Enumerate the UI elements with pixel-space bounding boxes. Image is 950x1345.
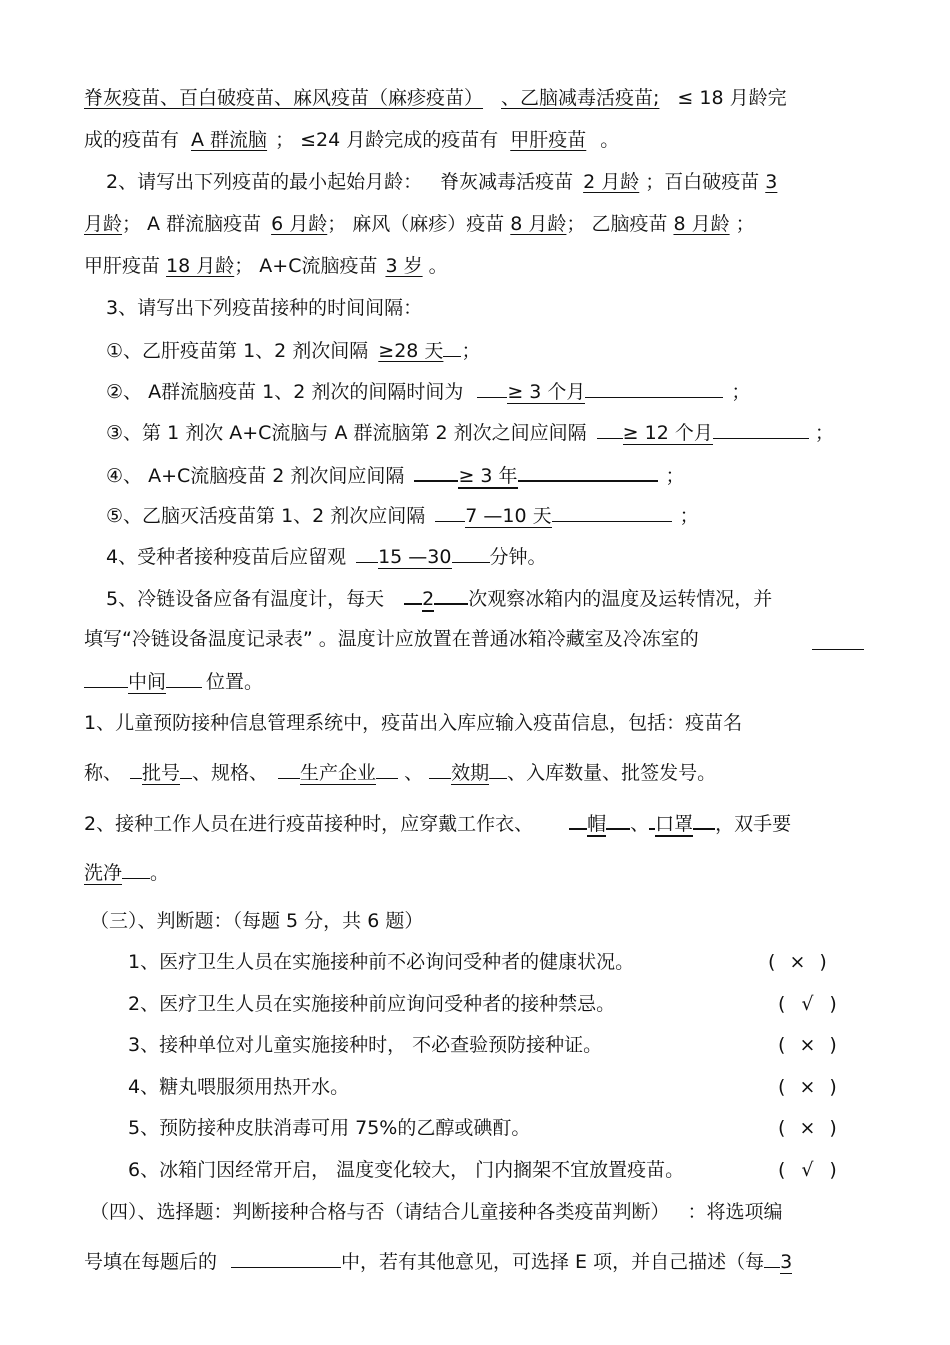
text: 、 [630, 813, 650, 835]
judgment-question: 4、糖丸喂服须用热开水。 [128, 1076, 350, 1098]
underlined-answer: ≥ 3 个月 [507, 381, 586, 403]
blank-line [231, 1247, 341, 1268]
text-line [84, 1247, 864, 1276]
text: 2、请写出下列疫苗的最小起始月龄： [106, 171, 423, 193]
text: 。 [150, 862, 170, 884]
text: （四）、选择题：判断接种合格与否（请结合儿童接种各类疫苗判断） [90, 1201, 670, 1223]
text: ； [731, 381, 751, 403]
underlined-answer: 口罩 [655, 813, 694, 835]
text: ； 乙脑疫苗 [566, 213, 668, 235]
text: 5、冷链设备应备有温度计，每天 [106, 588, 385, 610]
judgment-answer: ( × ) [768, 951, 827, 973]
text: 分钟。 [489, 546, 547, 568]
underlined-answer: 18 月龄 [166, 255, 235, 277]
text-line [84, 667, 864, 696]
text-line [84, 252, 864, 280]
underlined-answer: 7 —10 天 [465, 505, 552, 527]
underlined-answer: 帽 [587, 813, 607, 835]
text: ； A+C流脑疫苗 [234, 255, 378, 277]
text-line [106, 336, 864, 365]
underlined-answer: A 群流脑 [191, 129, 268, 151]
text: 甲肝疫苗 [84, 255, 161, 277]
text: 次观察冰箱内的温度及运转情况，并 [468, 588, 773, 610]
text-line [84, 758, 864, 787]
text-line [106, 418, 864, 447]
underlined-answer: 15 —30 [378, 546, 452, 568]
underlined-answer: 6 月龄 [271, 213, 328, 235]
underlined-answer: 中间 [128, 671, 167, 693]
underlined-answer: 2 [422, 588, 435, 610]
text: ； [679, 505, 699, 527]
text: ； [665, 465, 685, 487]
underlined-answer: ≥28 天 [378, 340, 444, 362]
text-line [106, 168, 864, 196]
text: 位置。 [206, 671, 264, 693]
text: ； A 群流脑疫苗 [122, 213, 262, 235]
underlined-answer: 洗净 [84, 862, 123, 884]
underlined-answer: 3 [765, 171, 778, 193]
judgment-question: 6、冰箱门因经常开启， 温度变化较大， 门内搁架不宜放置疫苗。 [128, 1159, 685, 1181]
text: ③、第 1 剂次 A+C流脑与 A 群流脑第 2 剂次之间应间隔 [106, 422, 587, 444]
underlined-answer: ≥ 3 年 [458, 465, 518, 487]
judgment-answer: ( × ) [778, 1117, 837, 1139]
underlined-answer: 、乙脑减毒活疫苗; [501, 87, 660, 109]
text: ：将选项编 [687, 1201, 783, 1223]
judgment-question: 5、预防接种皮肤消毒可用 75%的乙醇或碘酊。 [128, 1117, 531, 1139]
text: ⑤、乙脑灭活疫苗第 1、2 剂次应间隔 [106, 505, 426, 527]
text: ①、乙肝疫苗第 1、2 剂次间隔 [106, 340, 369, 362]
underlined-answer: 8 月龄 [510, 213, 567, 235]
text: ②、 A群流脑疫苗 1、2 剂次的间隔时间为 [106, 381, 464, 403]
text-line [106, 460, 864, 490]
judgment-answer: ( × ) [778, 1034, 837, 1056]
text-line [106, 542, 864, 571]
underlined-answer: 生产企业 [300, 762, 377, 784]
text-line [106, 583, 864, 613]
text: 填写“冷链设备温度记录表” 。温度计应放置在普通冰箱冷藏室及冷冻室的 [84, 628, 699, 650]
text: ； 麻风（麻疹）疫苗 [327, 213, 505, 235]
text-line [84, 709, 864, 737]
text: 4、受种者接种疫苗后应留观 [106, 546, 347, 568]
text: ；百白破疫苗 [645, 171, 760, 193]
judgment-answer: ( √ ) [778, 1159, 837, 1181]
text-line [84, 126, 864, 154]
text-line [106, 501, 864, 530]
judgment-answer: ( × ) [778, 1076, 837, 1098]
judgment-question: 2、医疗卫生人员在实施接种前应询问受种者的接种禁忌。 [128, 993, 616, 1015]
text-line [84, 808, 864, 838]
blank-line [812, 629, 864, 650]
underlined-answer: 脊灰疫苗、百白破疫苗、麻风疫苗（麻疹疫苗） [84, 87, 484, 109]
underlined-answer: 甲肝疫苗 [510, 129, 587, 151]
text: ≤ 18 月龄完 [677, 87, 787, 109]
underlined-answer: 批号 [142, 762, 181, 784]
text: 中，若有其他意见，可选择 E 项，并自己描述（每 [341, 1251, 765, 1273]
judgment-answer: ( √ ) [778, 993, 837, 1015]
text-line [84, 858, 864, 887]
section-heading [90, 1198, 864, 1226]
text: 号填在每题后的 [84, 1251, 218, 1273]
text: ，双手要 [715, 813, 792, 835]
text: 称、 [84, 762, 123, 784]
text: 1、儿童预防接种信息管理系统中，疫苗出入库应输入疫苗信息，包括：疫苗名 [84, 712, 743, 734]
judgment-question: 3、接种单位对儿童实施接种时， 不必查验预防接种证。 [128, 1034, 603, 1056]
text: 3、请写出下列疫苗接种的时间间隔： [106, 297, 423, 319]
text: 、入库数量、批签发号。 [507, 762, 717, 784]
underlined-answer: 3 [780, 1251, 793, 1273]
text: 。 [428, 255, 448, 277]
underlined-answer: 2 月龄 [583, 171, 640, 193]
text: ； ≤24 月龄完成的疫苗有 [275, 129, 499, 151]
text: 脊灰减毒活疫苗 [440, 171, 574, 193]
text: （三）、判断题：（每题 5 分，共 6 题） [90, 910, 424, 932]
underlined-answer: ≥ 12 个月 [622, 422, 713, 444]
text: 。 [600, 129, 620, 151]
text: ； [735, 213, 755, 235]
text: 成的疫苗有 [84, 129, 180, 151]
text-line [84, 625, 864, 653]
text: 2、接种工作人员在进行疫苗接种时，应穿戴工作衣、 [84, 813, 534, 835]
text: ； [814, 422, 834, 444]
underlined-answer: 3 岁 [385, 255, 423, 277]
text-line [106, 294, 864, 322]
text: 、规格、 [192, 762, 269, 784]
text-line [84, 210, 864, 238]
text: 、 [404, 762, 424, 784]
text: ； [461, 340, 481, 362]
underlined-answer: 8 月龄 [673, 213, 730, 235]
section-heading [90, 907, 864, 935]
underlined-answer: 效期 [451, 762, 490, 784]
judgment-question: 1、医疗卫生人员在实施接种前不必询问受种者的健康状况。 [128, 951, 635, 973]
text-line [84, 84, 864, 112]
text-line [106, 377, 864, 406]
text: ④、 A+C流脑疫苗 2 剂次间应间隔 [106, 465, 405, 487]
underlined-answer: 月龄 [84, 213, 123, 235]
